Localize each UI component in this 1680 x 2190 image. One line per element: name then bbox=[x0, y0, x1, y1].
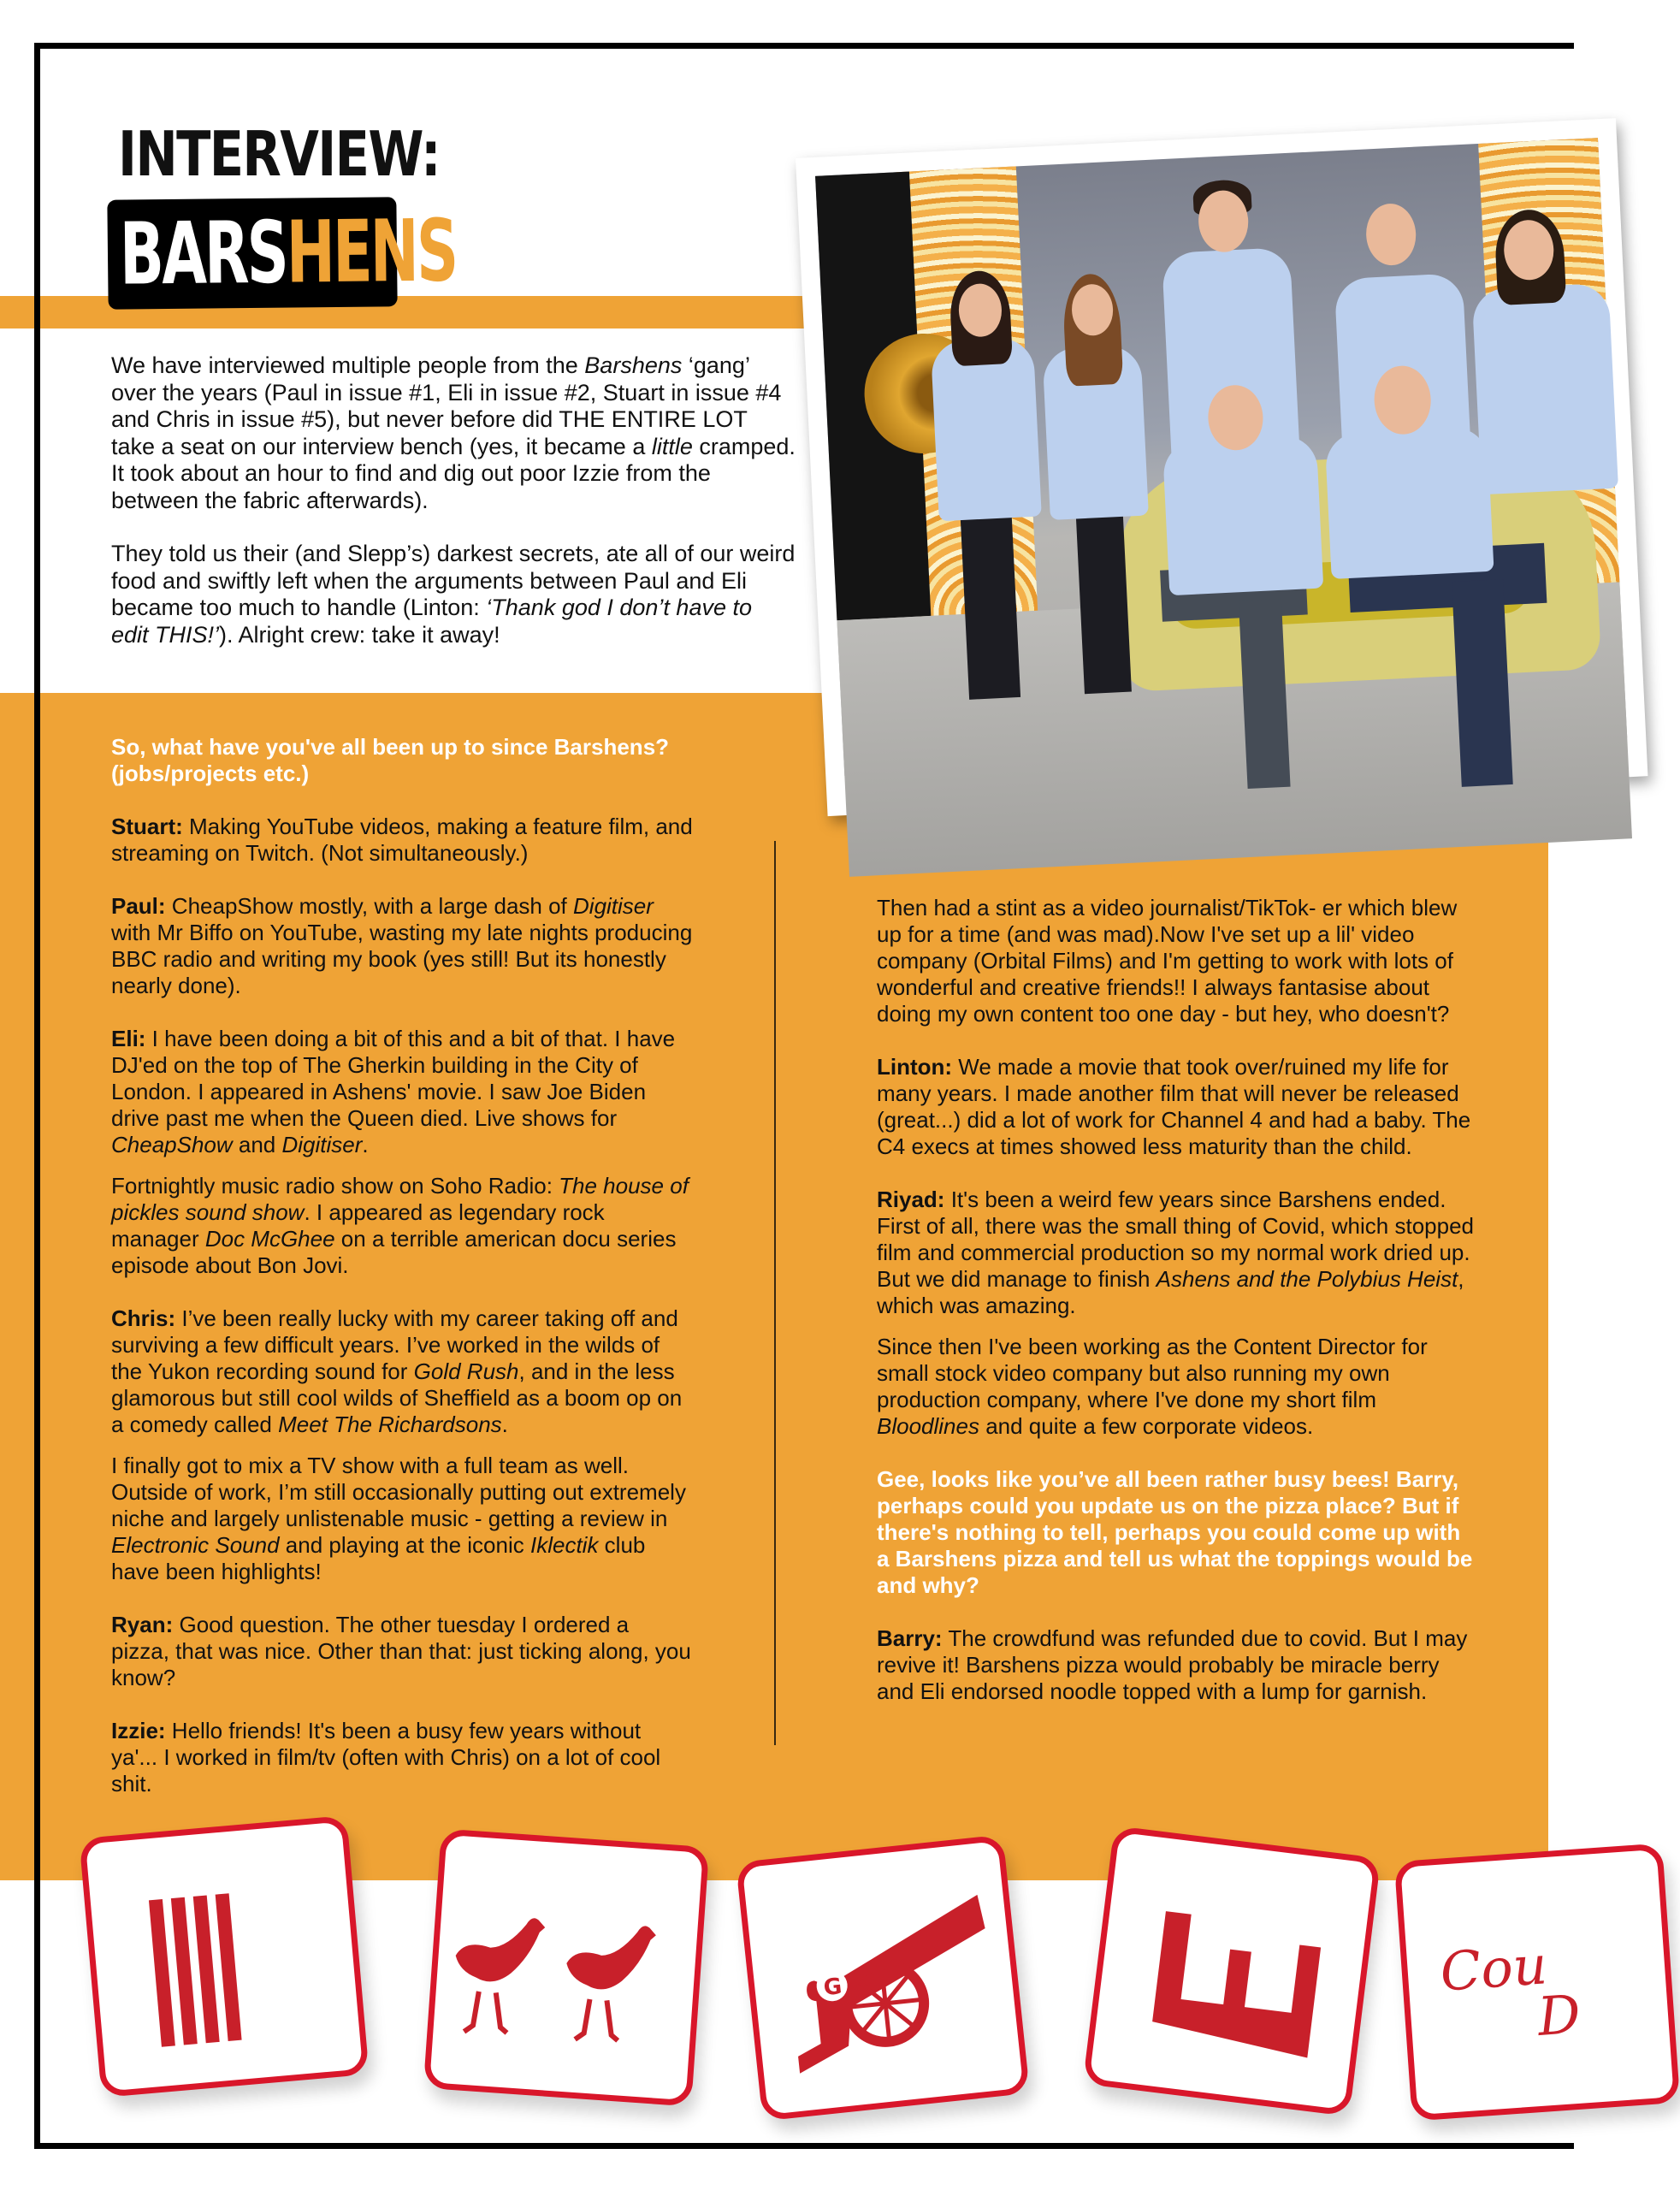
answer-riyad-continued bbox=[877, 1334, 1476, 1440]
text-run: It's been a weird few years since Barshens ended. First of all, there was the small thing of Covid, which stopped film and commercial production so my normal work dried up. But we did manage to finish bbox=[877, 1187, 1474, 1292]
badge-script-text bbox=[1394, 1843, 1680, 2121]
text-run: . bbox=[501, 1412, 508, 1437]
photo-image bbox=[815, 138, 1627, 776]
text-run: , and in the less glamorous but still cool wilds of Sheffield as a boom op on a comedy called bbox=[111, 1358, 683, 1437]
script-line-2: D bbox=[1535, 1982, 1582, 2048]
answer-text: Good question. The other tuesday I ordered a pizza, that was nice. Other than that: just ticking along, you know? bbox=[111, 1612, 691, 1690]
intro-text bbox=[111, 352, 796, 675]
person-legs bbox=[1452, 579, 1513, 787]
answer-izzie-continued: Then had a stint as a video journalist/TikTok- er which blew up for a time (and was mad).Now I've set up a lil' video company (Orbital Films) and I'm getting to work with lots of wonderful and creative friends!! I always fantasise about doing my own content too one day - but hey, who doesn't? bbox=[877, 895, 1458, 1027]
person bbox=[1324, 426, 1494, 579]
text-run-italic: Iklectik bbox=[529, 1532, 599, 1558]
person-legs bbox=[1239, 599, 1291, 789]
text-run-italic: Doc McGhee bbox=[204, 1226, 335, 1252]
answer-eli bbox=[111, 1026, 693, 1158]
title-part-hens: HENS bbox=[286, 200, 457, 303]
four-bars-icon bbox=[86, 1821, 363, 2091]
speaker-name: Eli: bbox=[111, 1026, 146, 1051]
badge-two-hens bbox=[423, 1828, 709, 2106]
speaker-name: Ryan: bbox=[111, 1612, 174, 1637]
text-run: Fortnightly music radio show on Soho Radio: bbox=[111, 1173, 559, 1199]
answer-riyad bbox=[877, 1187, 1476, 1319]
script-text-icon bbox=[1438, 1933, 1582, 2051]
text-run: . I appeared as legendary rock manager bbox=[111, 1199, 605, 1252]
text-run-italic: Electronic Sound bbox=[111, 1532, 280, 1558]
answer-text: Hello friends! It's been a busy few years without ya'... I worked in film/tv (often with Chris) on a lot of cool shit. bbox=[111, 1718, 661, 1796]
interview-question: So, what have you've all been up to since Barshens? (jobs/projects etc.) bbox=[111, 734, 670, 786]
answer-ryan bbox=[111, 1612, 693, 1691]
cannon-icon bbox=[742, 1841, 1024, 2115]
speaker-name: Barry: bbox=[877, 1625, 943, 1651]
speaker-name: Linton: bbox=[877, 1054, 953, 1080]
text-run: ‘gang’ over the years (Paul in issue #1, Eli in issue #2, Stuart in issue #4 and Chris in issue #5), but never before did THE ENTIRE LOT take a seat on our interview bench (yes, it became a bbox=[111, 352, 782, 459]
text-run-italic: CheapShow bbox=[111, 1132, 233, 1157]
speaker-name: Stuart: bbox=[111, 814, 183, 839]
interview-question: Gee, looks like you’ve all been rather busy bees! Barry, perhaps could you update us on the pizza place? But if there's nothing to tell, perhaps you could come up with a Barshens pizza and tell us what the toppings would be and why? bbox=[877, 1466, 1473, 1598]
person bbox=[1471, 283, 1618, 495]
speaker-name: Chris: bbox=[111, 1305, 176, 1331]
text-run-italic: Barshens bbox=[584, 352, 683, 378]
interview-column-left bbox=[111, 734, 693, 1812]
badge-four-bars bbox=[79, 1815, 369, 2098]
text-run-italic: Bloodlines bbox=[877, 1413, 979, 1439]
page-frame-bottom bbox=[34, 2143, 1574, 2149]
person-head bbox=[1364, 203, 1417, 267]
text-run: . bbox=[362, 1132, 369, 1157]
person bbox=[1162, 435, 1324, 596]
text-run: Since then I've been working as the Content Director for small stock video company but also running my own production company, where I've done my short film bbox=[877, 1334, 1428, 1412]
speaker-name: Riyad: bbox=[877, 1187, 945, 1212]
column-divider bbox=[774, 841, 776, 1745]
two-hens-icon bbox=[429, 1835, 702, 2100]
text-run: We have interviewed multiple people from the bbox=[111, 352, 585, 378]
intro-paragraph bbox=[111, 541, 796, 648]
text-run: and quite a few corporate videos. bbox=[979, 1413, 1314, 1439]
page-title-logo bbox=[107, 197, 457, 310]
text-run: I have been doing a bit of this and a bit of that. I have DJ'ed on the top of The Gherkin building in the City of London. I appeared in Ashens' movie. I saw Joe Biden drive past me when the Queen died. Live shows for bbox=[111, 1026, 676, 1131]
answer-barry bbox=[877, 1625, 1476, 1705]
speaker-name: Paul: bbox=[111, 893, 166, 919]
answer-izzie bbox=[111, 1718, 693, 1797]
page-frame-top bbox=[34, 43, 1574, 49]
text-run-italic: Digitiser bbox=[281, 1132, 363, 1157]
text-run-italic: Digitiser bbox=[573, 893, 654, 919]
letter-e-icon bbox=[1089, 1832, 1374, 2110]
answer-eli-continued bbox=[111, 1173, 693, 1279]
text-run-italic: Gold Rush bbox=[413, 1358, 519, 1384]
text-run: I’ve been really lucky with my career taking off and surviving a few difficult years. I’ve worked in the wilds of the Yukon recording sound for bbox=[111, 1305, 678, 1384]
text-run: CheapShow mostly, with a large dash of bbox=[165, 893, 574, 919]
answer-chris-continued bbox=[111, 1453, 693, 1585]
answer-chris bbox=[111, 1305, 693, 1438]
page-frame-left bbox=[34, 43, 40, 2149]
group-photo bbox=[796, 118, 1647, 816]
answer-text: We made a movie that took over/ruined my life for many years. I made another film that will never be released (great...) did a lot of work for Channel 4 and had a baby. The C4 execs at times showed less maturity than the child. bbox=[877, 1054, 1471, 1159]
interview-column-right bbox=[877, 895, 1476, 1719]
text-run-italic: Ashens and the Polybius Heist bbox=[1156, 1266, 1458, 1292]
answer-linton bbox=[877, 1054, 1476, 1160]
text-run: ). Alright crew: take it away! bbox=[219, 621, 500, 648]
badge-cannon bbox=[736, 1834, 1030, 2121]
text-run: on a terrible american docu series episode about Bon Jovi. bbox=[111, 1226, 677, 1278]
text-run: club have been highlights! bbox=[111, 1532, 646, 1584]
text-run: with Mr Biffo on YouTube, wasting my late nights producing BBC radio and writing my book (yes still! But its honestly nearly done). bbox=[111, 920, 693, 998]
text-run-italic: Meet The Richardsons bbox=[278, 1412, 502, 1437]
answer-text: Making YouTube videos, making a feature film, and streaming on Twitch. (Not simultaneously.) bbox=[111, 814, 693, 866]
text-run-italic: ‘Thank god I don’t have to edit THIS!’ bbox=[111, 595, 752, 648]
title-part-bars: BARS bbox=[119, 202, 287, 305]
speaker-name: Izzie: bbox=[111, 1718, 166, 1743]
text-run-italic: little bbox=[651, 433, 693, 459]
answer-stuart bbox=[111, 814, 693, 867]
person-legs bbox=[1075, 495, 1132, 694]
intro-paragraph bbox=[111, 352, 796, 514]
cannon-letter: G bbox=[822, 1974, 843, 2002]
person-legs bbox=[959, 492, 1020, 700]
badge-letter-e bbox=[1083, 1826, 1381, 2116]
text-run-italic: The house of pickles sound show bbox=[111, 1173, 689, 1225]
text-run: , which was amazing. bbox=[877, 1266, 1464, 1318]
text-run: They told us their (and Slepp’s) darkest secrets, ate all of our weird food and swiftly left when the arguments between Paul and Eli became too much to handle (Linton: bbox=[111, 541, 796, 620]
script-line-1: Cou bbox=[1438, 1933, 1549, 2004]
text-run: and playing at the iconic bbox=[279, 1532, 530, 1558]
answer-paul bbox=[111, 893, 693, 999]
page-title-kicker: INTERVIEW: bbox=[118, 118, 440, 190]
text-run: I finally got to mix a TV show with a full team as well. Outside of work, I’m still occasionally putting out extremely niche and largely unlistenable music - getting a review in bbox=[111, 1453, 686, 1531]
text-run: and bbox=[232, 1132, 282, 1157]
answer-text: The crowdfund was refunded due to covid. But I may revive it! Barshens pizza would probably be miracle berry and Eli endorsed noodle topped with a lump for garnish. bbox=[877, 1625, 1468, 1704]
text-run: cramped. It took about an hour to find and dig out poor Izzie from the between the fabric afterwards). bbox=[111, 433, 796, 513]
